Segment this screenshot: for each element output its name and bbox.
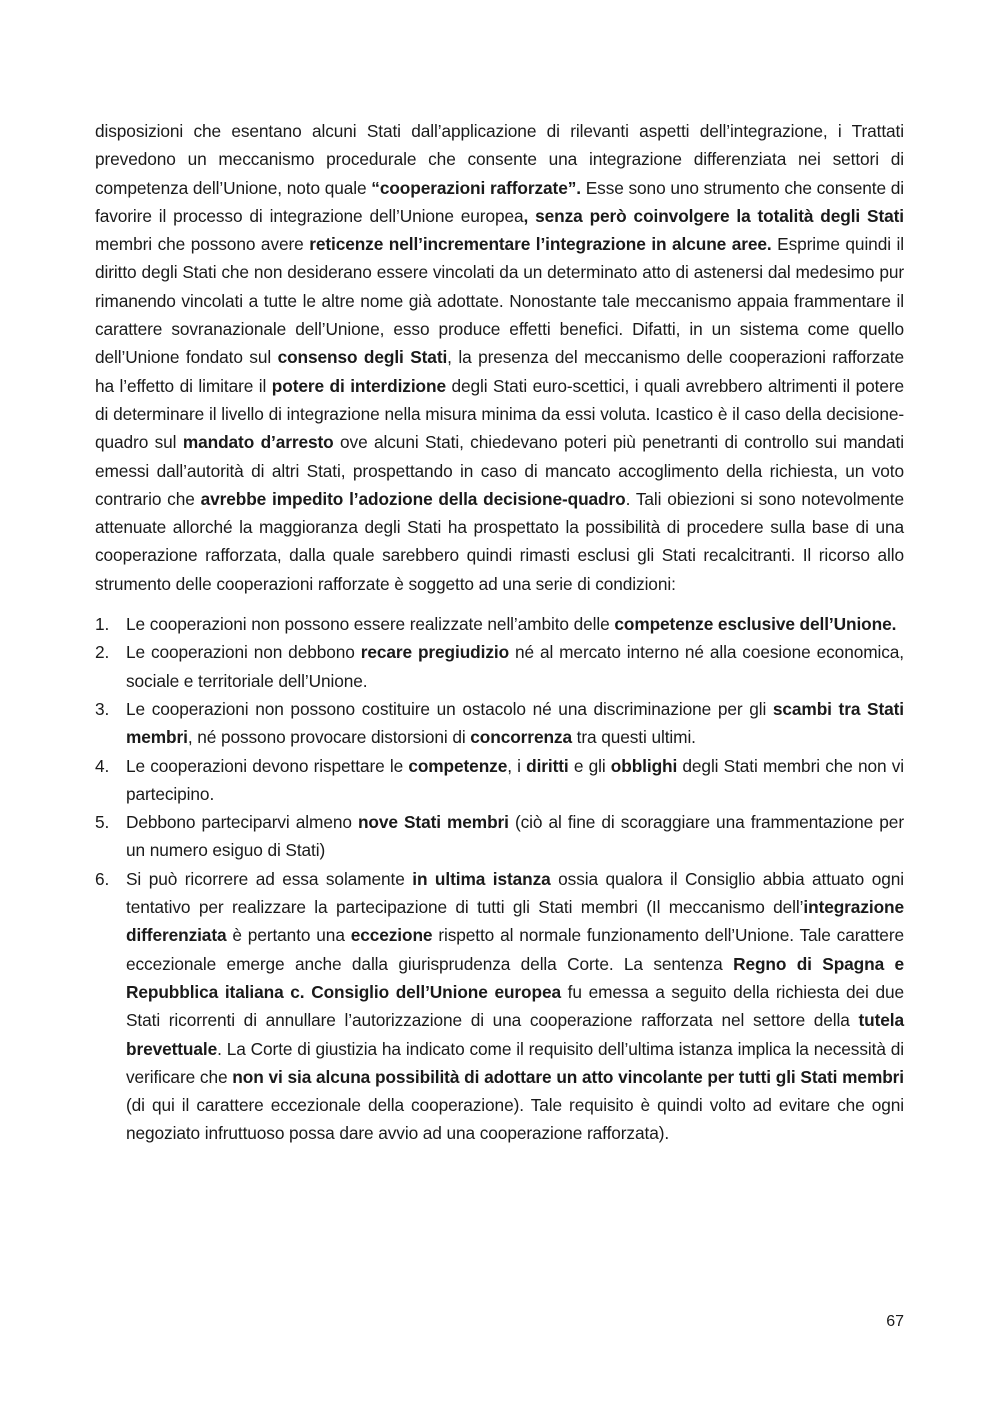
text-run: Le cooperazioni devono rispettare le [126, 755, 409, 776]
text-run: , la presenza del meccanismo delle cooperazioni rafforzate ha l’effetto di limitare il [95, 347, 904, 396]
text-run: né al mercato interno né alla coesione economica, sociale e territoriale dell’Unione. [126, 642, 905, 691]
bold-text: competenze esclusive dell’Unione. [614, 614, 897, 635]
page-body [95, 117, 904, 1148]
text-run: rispetto al normale funzionamento dell’Unione. Tale carattere eccezionale emerge anche dalla giurisprudenza della Corte. La sentenza [126, 925, 904, 974]
text-run: , i [507, 755, 527, 776]
text-run: Le cooperazioni non debbono [126, 642, 361, 663]
list-item-number: 4. [95, 755, 110, 776]
text-run: (di qui il carattere eccezionale della cooperazione). Tale requisito è quindi volto ad evitare che ogni negoziato infruttuoso possa dare avvio ad una cooperazione rafforzata). [126, 1095, 904, 1144]
text-run: Si può ricorrere ad essa solamente [126, 868, 413, 889]
bold-text: obblighi [610, 755, 678, 776]
list-item [95, 638, 904, 695]
list-item-number: 6. [95, 868, 110, 889]
list-item [95, 865, 904, 1148]
list-item [95, 808, 904, 865]
list-item-text [126, 812, 904, 860]
bold-text: “cooperazioni rafforzate”. [371, 177, 581, 198]
list-item-text [126, 756, 904, 804]
list-item-number: 5. [95, 812, 110, 833]
page-number: 67 [886, 1313, 904, 1330]
list-item-text [126, 699, 904, 747]
text-run: degli Stati euro-scettici, i quali avrebbero altrimenti il potere di determinare il livello di integrazione nella misura minima da essi voluta. Icastico è il caso della decisione-quadro sul [95, 375, 905, 453]
list-item [95, 610, 904, 638]
text-run: fu emessa a seguito della richiesta dei due Stati ricorrenti di annullare l’autorizzazione di una cooperazione rafforzata nel settore della [126, 981, 904, 1031]
text-run: Le cooperazioni non possono essere realizzate nell’ambito delle [126, 614, 615, 635]
text-run: ossia qualora il Consiglio abbia attuato ogni tentativo per realizzare la partecipazione di tutti gli Stati membri (Il meccanismo dell’ [126, 868, 904, 918]
bold-text: integrazione differenziata [126, 897, 904, 946]
list-item-text [126, 642, 904, 690]
list-item [95, 752, 904, 809]
bold-text: potere di interdizione [271, 375, 446, 396]
list-item-text [126, 614, 896, 634]
bold-text: eccezione [350, 925, 433, 946]
text-run: Esprime quindi il diritto degli Stati che non desiderano essere vincolati da un determinato atto di astenersi dal medesimo pur rimanendo vincolati a tutte le altre nome già adottate. Nonostante tale meccanismo appaia frammentare il carattere sovranazionale dell’Unione, esso produce effetti benefici. Difatti, in un sistema come quello dell’Unione fondato sul [95, 234, 904, 368]
text-run: è pertanto una [226, 925, 351, 946]
bold-text: consenso degli Stati [277, 347, 448, 368]
text-run: (ciò al fine di scoraggiare una frammentazione per un numero esiguo di Stati) [126, 812, 904, 861]
text-run: e gli [568, 755, 611, 776]
conditions-list [95, 610, 904, 1148]
bold-text: avrebbe impedito l’adozione della decisione-quadro [200, 488, 626, 509]
bold-text: recare pregiudizio [360, 642, 510, 663]
list-item-number: 2. [95, 642, 110, 663]
text-run: disposizioni che esentano alcuni Stati dall’applicazione di rilevanti aspetti dell’integrazione, i Trattati prevedono un meccanismo procedurale che consente una integrazione differenziata nei settori di competenza dell’Unione, noto quale [95, 121, 904, 198]
text-run: Le cooperazioni non possono costituire un ostacolo né una discriminazione per gli [126, 698, 773, 719]
bold-text: , senza però coinvolgere la totalità degli Stati [523, 205, 904, 226]
list-item-text [126, 869, 904, 1144]
bold-text: nove Stati membri [357, 812, 509, 833]
text-run: degli Stati membri che non vi partecipino. [126, 755, 905, 804]
bold-text: non vi sia alcuna possibilità di adottare un atto vincolante per tutti gli Stati membri [232, 1066, 904, 1087]
bold-text: Regno di Spagna e Repubblica italiana c. Consiglio dell’Unione europea [126, 953, 904, 1002]
text-run: Esse sono uno strumento che consente di favorire il processo di integrazione dell’Unione europea [95, 177, 904, 226]
bold-text: reticenze nell’incrementare l’integrazione in alcune aree. [309, 234, 772, 255]
text-run: tra questi ultimi. [571, 727, 696, 748]
bold-text: concorrenza [470, 727, 572, 748]
list-item [95, 695, 904, 752]
bold-text: competenze [408, 755, 508, 776]
text-run: Debbono parteciparvi almeno [126, 812, 358, 833]
bold-text: diritti [526, 755, 569, 776]
body-paragraph [95, 117, 904, 598]
bold-text: in ultima istanza [412, 868, 551, 889]
list-item-number: 1. [95, 614, 110, 635]
list-item-number: 3. [95, 698, 110, 719]
text-run: . Tali obiezioni si sono notevolmente attenuate allorché la maggioranza degli Stati ha prospettato la possibilità di procedere sulla base di una cooperazione rafforzata, dalla quale sarebbero quindi rimasti esclusi gli Stati recalcitranti. Il ricorso allo strumento delle cooperazioni rafforzate è soggetto ad una serie di condizioni: [95, 488, 904, 594]
text-run: membri che possono avere [95, 234, 310, 255]
text-run: , né possono provocare distorsioni di [187, 727, 471, 748]
text-run: ove alcuni Stati, chiedevano poteri più penetranti di controllo sui mandati emessi dall’autorità di altri Stati, prospettando in caso di mancato accoglimento della richiesta, un voto contrario che [95, 432, 904, 509]
bold-text: mandato d’arresto [182, 432, 334, 453]
bold-text: tutela brevettuale [126, 1010, 904, 1059]
text-run: . La Corte di giustizia ha indicato come il requisito dell’ultima istanza implica la necessità di verificare che [126, 1038, 904, 1087]
bold-text: scambi tra Stati membri [126, 698, 904, 748]
